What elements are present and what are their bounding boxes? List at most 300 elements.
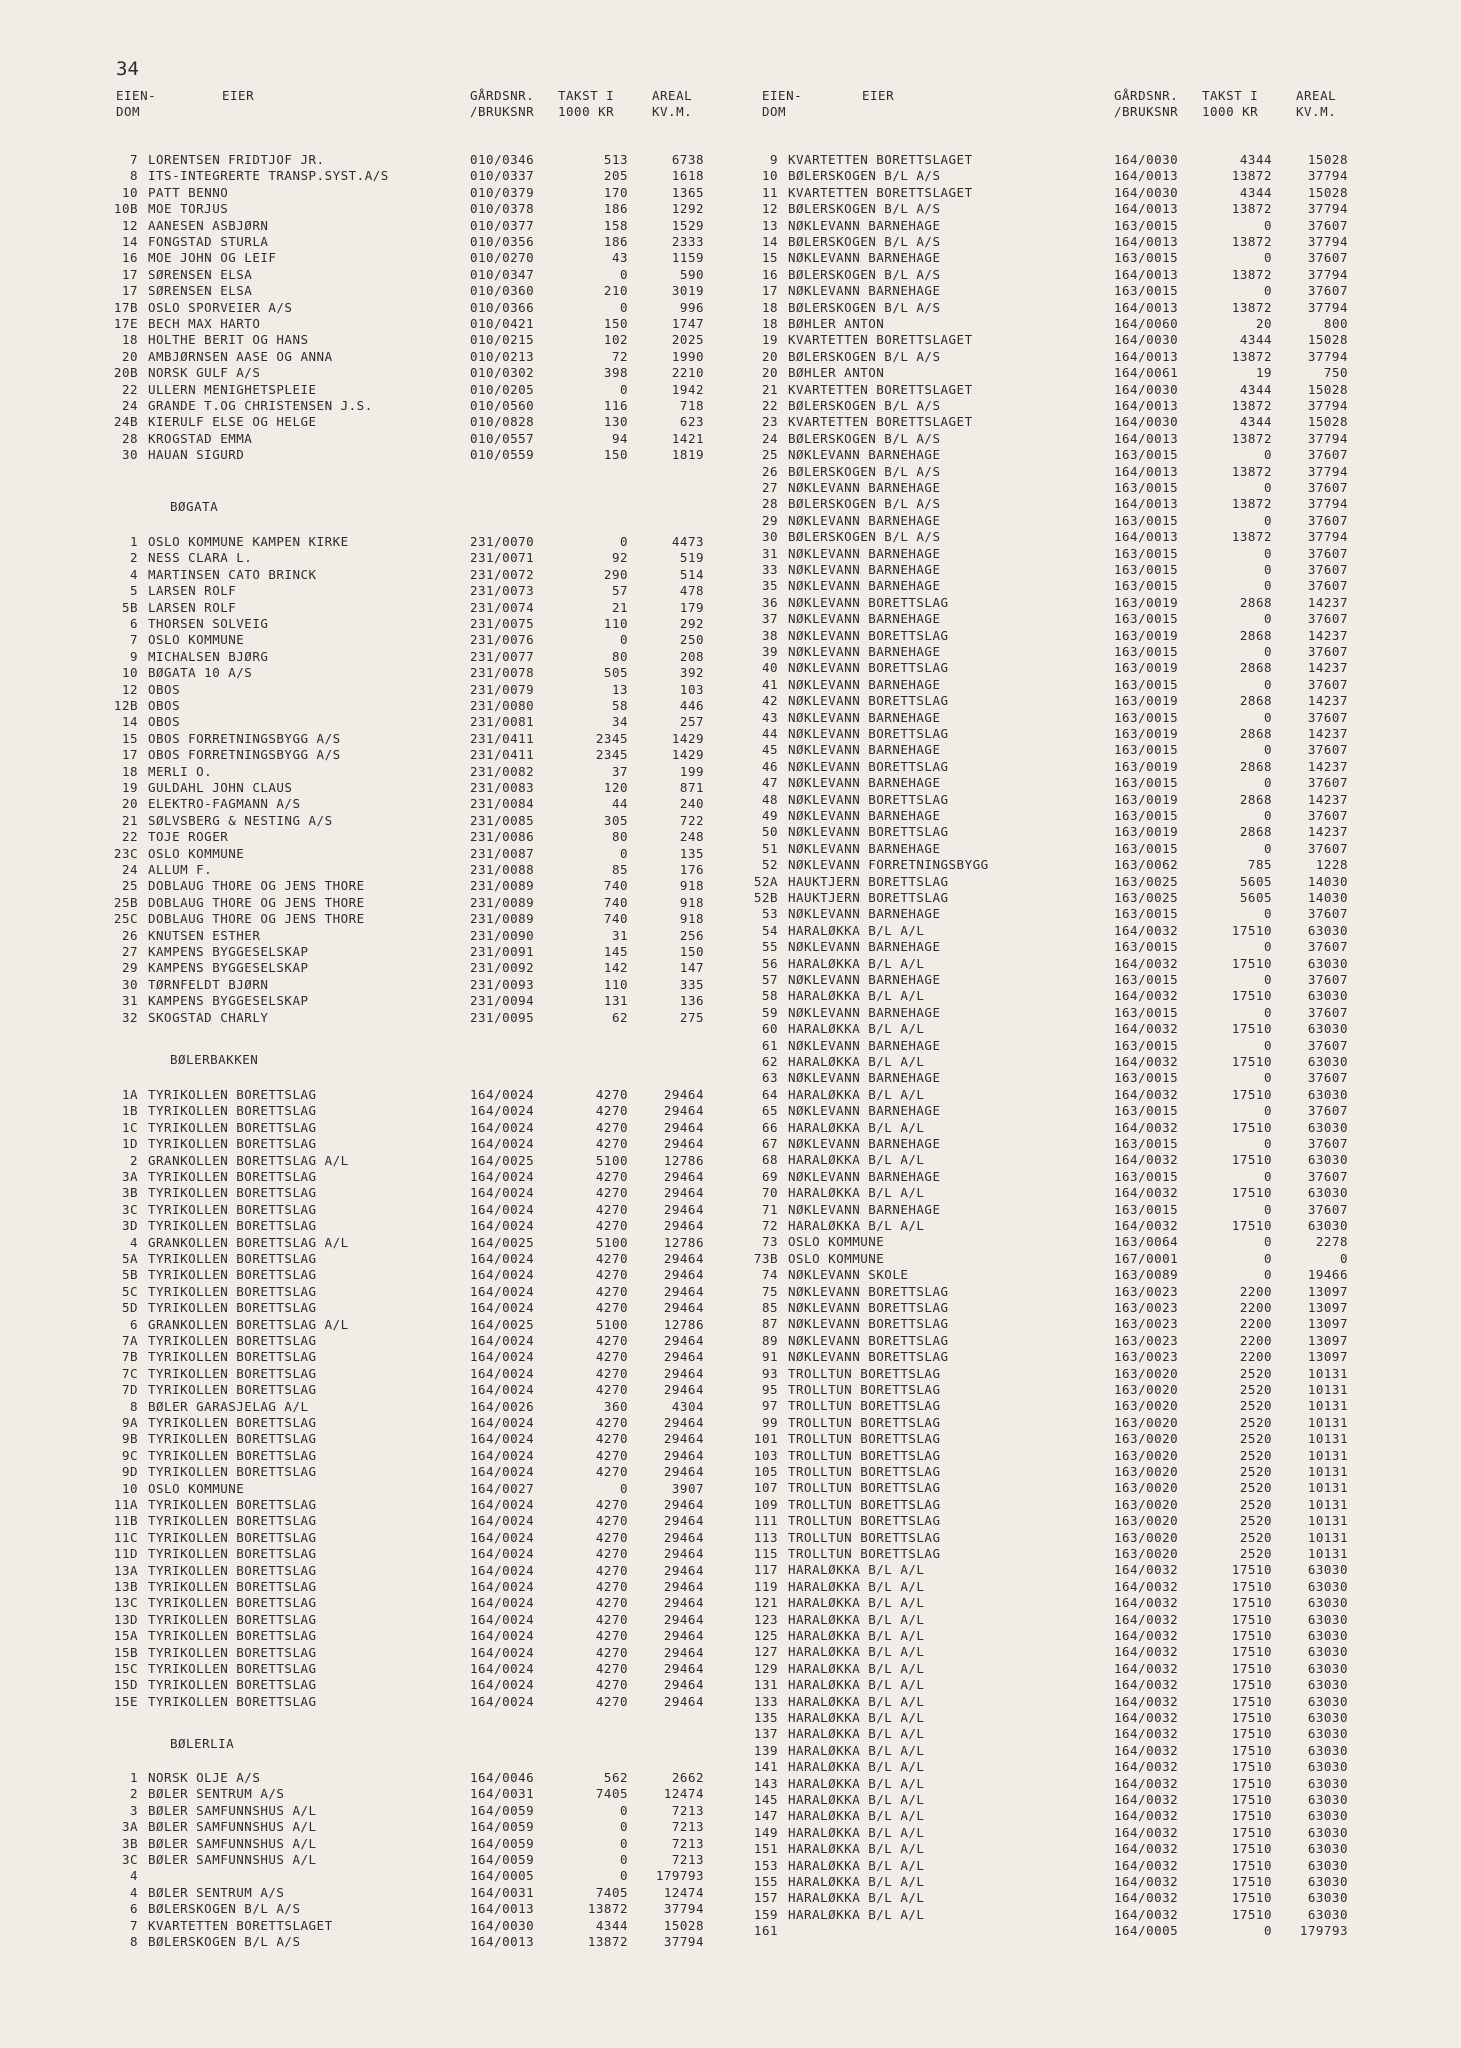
property-number: 22 xyxy=(761,398,778,413)
gardsnr-bruksnr: 164/0030 xyxy=(1114,381,1179,397)
header-eiendom: EIEN- DOM xyxy=(116,88,157,119)
property-number: 31 xyxy=(761,545,778,561)
areal-value: 29464 xyxy=(663,1464,704,1480)
owner-name: NØKLEVANN BORETTSLAG xyxy=(788,1316,949,1332)
takst-value: 72 xyxy=(611,348,628,364)
areal-value: 1228 xyxy=(1315,857,1348,873)
property-number: 4 xyxy=(129,1234,138,1250)
areal-value: 37607 xyxy=(1307,545,1348,561)
table-row xyxy=(92,1366,732,1382)
owner-name: NØKLEVANN BARNEHAGE xyxy=(788,1201,941,1217)
owner-name: HARALØKKA B/L A/L xyxy=(788,1841,925,1857)
areal-value: 37607 xyxy=(1307,611,1348,627)
takst-value: 4270 xyxy=(595,1497,628,1512)
gardsnr-bruksnr: 231/0078 xyxy=(470,665,535,681)
owner-name: TROLLTUN BORETTSLAG xyxy=(788,1431,941,1447)
owner-name: BØLER SAMFUNNSHUS A/L xyxy=(148,1852,317,1867)
areal-value: 29464 xyxy=(663,1562,704,1578)
gardsnr-bruksnr: 164/0030 xyxy=(470,1917,535,1933)
owner-name: SKOGSTAD CHARLY xyxy=(148,1009,269,1025)
gardsnr-bruksnr: 010/0346 xyxy=(470,152,535,167)
owner-name: TYRIKOLLEN BORETTSLAG xyxy=(148,1579,317,1594)
property-number: 26 xyxy=(761,463,778,479)
property-number: 7D xyxy=(121,1382,138,1398)
table-row xyxy=(92,698,732,714)
property-number: 71 xyxy=(761,1201,778,1217)
gardsnr-bruksnr: 231/0087 xyxy=(470,845,535,861)
takst-value: 17510 xyxy=(1231,1726,1272,1742)
property-number: 1D xyxy=(121,1136,138,1152)
table-row xyxy=(732,1185,1372,1201)
areal-value: 10131 xyxy=(1307,1546,1348,1561)
takst-value: 0 xyxy=(1263,447,1272,463)
gardsnr-bruksnr: 164/0032 xyxy=(1114,1710,1179,1725)
property-number: 3D xyxy=(121,1218,138,1234)
gardsnr-bruksnr: 164/0013 xyxy=(1114,496,1179,512)
gardsnr-bruksnr: 163/0062 xyxy=(1114,857,1179,873)
owner-name: TYRIKOLLEN BORETTSLAG xyxy=(148,1119,317,1135)
areal-value: 519 xyxy=(679,550,704,566)
areal-value: 514 xyxy=(679,566,704,582)
areal-value: 623 xyxy=(679,414,704,430)
areal-value: 13097 xyxy=(1307,1300,1348,1315)
areal-value: 37607 xyxy=(1307,562,1348,577)
areal-value: 718 xyxy=(679,398,704,413)
property-number: 121 xyxy=(753,1595,778,1611)
areal-value: 37607 xyxy=(1307,283,1348,299)
owner-name: OBOS xyxy=(148,698,181,713)
gardsnr-bruksnr: 163/0019 xyxy=(1114,726,1179,741)
gardsnr-bruksnr: 164/0032 xyxy=(1114,1890,1179,1906)
table-row xyxy=(732,332,1372,348)
owner-name: BØLERSKOGEN B/L A/S xyxy=(788,299,941,315)
gardsnr-bruksnr: 164/0005 xyxy=(1114,1923,1179,1939)
property-number: 145 xyxy=(753,1792,778,1807)
property-number: 3C xyxy=(121,1852,138,1867)
gardsnr-bruksnr: 164/0024 xyxy=(470,1644,535,1660)
owner-name: BØLERSKOGEN B/L A/S xyxy=(148,1901,301,1917)
property-number: 5B xyxy=(121,599,138,615)
gardsnr-bruksnr: 163/0019 xyxy=(1114,627,1179,643)
owner-name: BØLERSKOGEN B/L A/S xyxy=(788,168,941,184)
areal-value: 37607 xyxy=(1307,709,1348,725)
gardsnr-bruksnr: 164/0032 xyxy=(1114,1677,1179,1693)
areal-value: 37607 xyxy=(1307,808,1348,823)
areal-value: 10131 xyxy=(1307,1496,1348,1512)
property-number: 4 xyxy=(129,1884,138,1900)
areal-value: 14237 xyxy=(1307,791,1348,807)
table-row xyxy=(92,960,732,976)
property-number: 101 xyxy=(753,1431,778,1447)
owner-name: TYRIKOLLEN BORETTSLAG xyxy=(148,1431,317,1447)
property-number: 20 xyxy=(121,796,138,812)
areal-value: 29464 xyxy=(663,1579,704,1594)
gardsnr-bruksnr: 231/0082 xyxy=(470,763,535,779)
takst-value: 2520 xyxy=(1239,1447,1272,1463)
areal-value: 29464 xyxy=(663,1611,704,1627)
table-row xyxy=(92,1530,732,1546)
owner-name: DOBLAUG THORE OG JENS THORE xyxy=(148,878,365,894)
areal-value: 590 xyxy=(679,266,704,282)
areal-value: 199 xyxy=(679,763,704,779)
table-row xyxy=(92,550,732,566)
takst-value: 4270 xyxy=(595,1464,628,1480)
owner-name: OSLO SPORVEIER A/S xyxy=(148,299,293,315)
areal-value: 37607 xyxy=(1307,1070,1348,1086)
table-row xyxy=(732,1136,1372,1152)
property-number: 19 xyxy=(761,332,778,348)
table-row xyxy=(732,644,1372,660)
areal-value: 29464 xyxy=(663,1628,704,1644)
gardsnr-bruksnr: 163/0020 xyxy=(1114,1480,1179,1496)
table-row xyxy=(732,1513,1372,1529)
gardsnr-bruksnr: 164/0024 xyxy=(470,1251,535,1266)
areal-value: 29464 xyxy=(663,1644,704,1660)
takst-value: 13872 xyxy=(1231,201,1272,217)
takst-value: 4270 xyxy=(595,1513,628,1529)
table-row xyxy=(92,649,732,665)
areal-value: 29464 xyxy=(663,1349,704,1365)
owner-name: NORSK OLJE A/S xyxy=(148,1770,261,1785)
owner-name: NØKLEVANN BARNEHAGE xyxy=(788,939,941,955)
property-number: 24B xyxy=(113,414,138,430)
takst-value: 4344 xyxy=(1239,184,1272,200)
takst-value: 210 xyxy=(603,283,628,299)
takst-value: 4270 xyxy=(595,1579,628,1594)
takst-value: 17510 xyxy=(1231,1644,1272,1660)
table-row xyxy=(92,583,732,599)
takst-value: 0 xyxy=(1263,709,1272,725)
owner-name: TYRIKOLLEN BORETTSLAG xyxy=(148,1185,317,1201)
gardsnr-bruksnr: 164/0024 xyxy=(470,1628,535,1644)
property-number: 70 xyxy=(761,1185,778,1201)
owner-name: KNUTSEN ESTHER xyxy=(148,927,261,943)
areal-value: 37607 xyxy=(1307,1136,1348,1151)
areal-value: 37794 xyxy=(663,1934,704,1949)
table-row xyxy=(732,1152,1372,1168)
header-eier: EIER xyxy=(862,88,895,103)
gardsnr-bruksnr: 231/0090 xyxy=(470,927,535,943)
owner-name: DOBLAUG THORE OG JENS THORE xyxy=(148,894,365,910)
areal-value: 7213 xyxy=(671,1852,704,1867)
takst-value: 4344 xyxy=(1239,332,1272,348)
owner-name: GULDAHL JOHN CLAUS xyxy=(148,780,293,795)
areal-value: 12474 xyxy=(663,1884,704,1900)
takst-value: 0 xyxy=(1263,1201,1272,1217)
owner-name: KVARTETTEN BORETTSLAGET xyxy=(788,152,973,167)
areal-value: 63030 xyxy=(1307,1906,1348,1922)
table-row xyxy=(92,796,732,812)
owner-name: BØLERSKOGEN B/L A/S xyxy=(148,1934,301,1949)
takst-value: 17510 xyxy=(1231,1792,1272,1807)
property-number: 139 xyxy=(753,1742,778,1758)
header-eier: EIER xyxy=(222,88,255,103)
takst-value: 2868 xyxy=(1239,693,1272,709)
areal-value: 37607 xyxy=(1307,1168,1348,1184)
table-row xyxy=(92,911,732,927)
table-row xyxy=(92,365,732,381)
property-number: 129 xyxy=(753,1660,778,1676)
takst-value: 0 xyxy=(1263,644,1272,659)
areal-value: 10131 xyxy=(1307,1382,1348,1397)
owner-name: NØKLEVANN BARNEHAGE xyxy=(788,512,941,528)
gardsnr-bruksnr: 164/0013 xyxy=(1114,299,1179,315)
gardsnr-bruksnr: 231/0086 xyxy=(470,829,535,845)
areal-value: 1421 xyxy=(671,430,704,446)
owner-name: MOE JOHN OG LEIF xyxy=(148,250,277,266)
property-number: 85 xyxy=(761,1300,778,1315)
gardsnr-bruksnr: 164/0032 xyxy=(1114,1119,1179,1135)
takst-value: 92 xyxy=(611,550,628,566)
takst-value: 4270 xyxy=(595,1103,628,1119)
owner-name: BØLERSKOGEN B/L A/S xyxy=(788,348,941,364)
takst-value: 0 xyxy=(619,1835,628,1851)
property-number: 12 xyxy=(121,681,138,697)
property-number: 1C xyxy=(121,1119,138,1135)
property-number: 143 xyxy=(753,1775,778,1791)
property-number: 66 xyxy=(761,1119,778,1135)
table-row xyxy=(732,792,1372,808)
takst-value: 2868 xyxy=(1239,791,1272,807)
gardsnr-bruksnr: 164/0032 xyxy=(1114,1759,1179,1775)
table-row xyxy=(732,939,1372,955)
property-number: 9 xyxy=(129,648,138,664)
table-row xyxy=(732,201,1372,217)
table-row xyxy=(92,267,732,283)
table-row xyxy=(732,152,1372,168)
takst-value: 17510 xyxy=(1231,1890,1272,1906)
areal-value: 13097 xyxy=(1307,1316,1348,1332)
areal-value: 6738 xyxy=(671,152,704,167)
areal-value: 37794 xyxy=(1307,201,1348,217)
takst-value: 94 xyxy=(611,430,628,446)
property-number: 117 xyxy=(753,1562,778,1578)
takst-value: 2520 xyxy=(1239,1382,1272,1397)
gardsnr-bruksnr: 164/0032 xyxy=(1114,1611,1179,1627)
takst-value: 740 xyxy=(603,878,628,894)
table-row xyxy=(732,480,1372,496)
header-gardsnr: GÅRDSNR. /BRUKSNR xyxy=(1114,88,1179,119)
owner-name: HARALØKKA B/L A/L xyxy=(788,1693,925,1709)
areal-value: 3907 xyxy=(671,1480,704,1496)
owner-name: BØLER SENTRUM A/S xyxy=(148,1884,285,1900)
property-number: 15E xyxy=(113,1693,138,1709)
gardsnr-bruksnr: 164/0024 xyxy=(470,1677,535,1693)
gardsnr-bruksnr: 163/0015 xyxy=(1114,709,1179,725)
takst-value: 17510 xyxy=(1231,1775,1272,1791)
areal-value: 10131 xyxy=(1307,1398,1348,1414)
gardsnr-bruksnr: 164/0024 xyxy=(470,1415,535,1430)
takst-value: 0 xyxy=(1263,808,1272,823)
owner-name: BØHLER ANTON xyxy=(788,316,885,331)
takst-value: 17510 xyxy=(1231,1595,1272,1611)
owner-name: HARALØKKA B/L A/L xyxy=(788,1726,925,1742)
owner-name: OSLO KOMMUNE xyxy=(148,845,245,861)
takst-value: 0 xyxy=(619,266,628,282)
property-number: 14 xyxy=(121,714,138,730)
owner-name: HARALØKKA B/L A/L xyxy=(788,988,925,1004)
property-number: 25 xyxy=(761,447,778,463)
gardsnr-bruksnr: 164/0026 xyxy=(470,1398,535,1414)
property-number: 17B xyxy=(113,299,138,315)
gardsnr-bruksnr: 164/0032 xyxy=(1114,1086,1179,1102)
takst-value: 0 xyxy=(1263,1103,1272,1119)
takst-value: 2345 xyxy=(595,747,628,763)
gardsnr-bruksnr: 163/0015 xyxy=(1114,578,1179,594)
table-row xyxy=(92,1169,732,1185)
owner-name: TROLLTUN BORETTSLAG xyxy=(788,1496,941,1512)
takst-value: 0 xyxy=(1263,578,1272,594)
takst-value: 2520 xyxy=(1239,1431,1272,1447)
takst-value: 4270 xyxy=(595,1661,628,1676)
property-number: 2 xyxy=(129,1152,138,1168)
owner-name: TYRIKOLLEN BORETTSLAG xyxy=(148,1693,317,1709)
takst-value: 2345 xyxy=(595,730,628,746)
takst-value: 13872 xyxy=(1231,496,1272,512)
table-row xyxy=(92,1202,732,1218)
areal-value: 996 xyxy=(679,299,704,315)
owner-name: NØKLEVANN BARNEHAGE xyxy=(788,217,941,233)
owner-name: TYRIKOLLEN BORETTSLAG xyxy=(148,1218,317,1234)
property-number: 50 xyxy=(761,824,778,840)
table-row xyxy=(92,1300,732,1316)
property-number: 3C xyxy=(121,1201,138,1217)
property-number: 1 xyxy=(129,534,138,549)
table-row xyxy=(92,1770,732,1786)
gardsnr-bruksnr: 164/0059 xyxy=(470,1819,535,1835)
takst-value: 80 xyxy=(611,829,628,845)
property-number: 6 xyxy=(129,1316,138,1332)
table-row xyxy=(732,906,1372,922)
gardsnr-bruksnr: 164/0032 xyxy=(1114,1824,1179,1840)
property-number: 25 xyxy=(121,878,138,894)
property-number: 13B xyxy=(113,1579,138,1594)
takst-value: 2520 xyxy=(1239,1414,1272,1430)
table-row xyxy=(732,1661,1372,1677)
property-number: 151 xyxy=(753,1841,778,1857)
takst-value: 13872 xyxy=(1231,463,1272,479)
gardsnr-bruksnr: 164/0024 xyxy=(470,1464,535,1480)
areal-value: 37607 xyxy=(1307,1004,1348,1020)
table-row xyxy=(732,1448,1372,1464)
takst-value: 4270 xyxy=(595,1201,628,1217)
areal-value: 722 xyxy=(679,812,704,828)
gardsnr-bruksnr: 010/0337 xyxy=(470,168,535,184)
takst-value: 0 xyxy=(1263,972,1272,987)
owner-name: GRANDE T.OG CHRISTENSEN J.S. xyxy=(148,398,373,413)
owner-name: BØLERSKOGEN B/L A/S xyxy=(788,463,941,479)
areal-value: 147 xyxy=(679,960,704,976)
table-row xyxy=(732,578,1372,594)
takst-value: 17510 xyxy=(1231,1677,1272,1693)
table-row xyxy=(92,447,732,463)
table-row xyxy=(92,764,732,780)
table-row xyxy=(92,1267,732,1283)
gardsnr-bruksnr: 231/0075 xyxy=(470,616,535,631)
gardsnr-bruksnr: 164/0024 xyxy=(470,1185,535,1201)
owner-name: NØKLEVANN BORETTSLAG xyxy=(788,758,949,774)
owner-name: BØLERSKOGEN B/L A/S xyxy=(788,234,941,249)
areal-value: 63030 xyxy=(1307,955,1348,971)
table-row xyxy=(92,300,732,316)
property-number: 53 xyxy=(761,906,778,922)
owner-name: NØKLEVANN FORRETNINGSBYGG xyxy=(788,857,989,873)
owner-name: TYRIKOLLEN BORETTSLAG xyxy=(148,1546,317,1562)
table-row xyxy=(92,218,732,234)
takst-value: 17510 xyxy=(1231,1874,1272,1889)
takst-value: 4270 xyxy=(595,1415,628,1430)
property-number: 135 xyxy=(753,1710,778,1725)
table-row xyxy=(732,267,1372,283)
property-number: 1A xyxy=(121,1087,138,1102)
takst-value: 17510 xyxy=(1231,922,1272,938)
takst-value: 20 xyxy=(1255,316,1272,331)
areal-value: 63030 xyxy=(1307,1119,1348,1135)
owner-name: NØKLEVANN BORETTSLAG xyxy=(788,1283,949,1299)
property-number: 15 xyxy=(121,730,138,746)
takst-value: 5100 xyxy=(595,1152,628,1168)
property-number: 4 xyxy=(129,1868,138,1884)
property-number: 35 xyxy=(761,578,778,594)
owner-name: HARALØKKA B/L A/L xyxy=(788,1660,925,1676)
takst-value: 17510 xyxy=(1231,1628,1272,1643)
property-number: 42 xyxy=(761,693,778,709)
gardsnr-bruksnr: 164/0032 xyxy=(1114,1906,1179,1922)
property-number: 18 xyxy=(121,763,138,779)
owner-name: HARALØKKA B/L A/L xyxy=(788,955,925,971)
table-row xyxy=(732,1202,1372,1218)
takst-value: 13872 xyxy=(1231,234,1272,249)
property-number: 10 xyxy=(121,665,138,681)
areal-value: 10131 xyxy=(1307,1414,1348,1430)
property-number: 123 xyxy=(753,1611,778,1627)
takst-value: 13872 xyxy=(587,1901,628,1917)
takst-value: 17510 xyxy=(1231,1578,1272,1594)
table-row xyxy=(732,1776,1372,1792)
property-number: 8 xyxy=(129,1398,138,1414)
table-row xyxy=(92,1579,732,1595)
table-row xyxy=(732,1349,1372,1365)
property-number: 24 xyxy=(761,430,778,446)
owner-name: GRANKOLLEN BORETTSLAG A/L xyxy=(148,1152,349,1168)
takst-value: 0 xyxy=(1263,217,1272,233)
areal-value: 800 xyxy=(1323,316,1348,331)
areal-value: 37607 xyxy=(1307,1103,1348,1119)
header-areal: AREAL KV.M. xyxy=(1296,88,1337,119)
property-number: 10 xyxy=(121,1480,138,1496)
property-number: 55 xyxy=(761,939,778,955)
gardsnr-bruksnr: 164/0024 xyxy=(470,1382,535,1398)
table-row xyxy=(92,185,732,201)
takst-value: 13872 xyxy=(587,1934,628,1949)
table-row xyxy=(92,1628,732,1644)
owner-name: TOJE ROGER xyxy=(148,829,229,845)
takst-value: 17510 xyxy=(1231,1808,1272,1824)
table-row xyxy=(92,201,732,217)
gardsnr-bruksnr: 164/0032 xyxy=(1114,922,1179,938)
areal-value: 29464 xyxy=(663,1415,704,1430)
header-eiendom: EIEN- DOM xyxy=(762,88,803,119)
owner-name: MERLI O. xyxy=(148,763,213,779)
gardsnr-bruksnr: 163/0015 xyxy=(1114,1136,1179,1151)
owner-name: HARALØKKA B/L A/L xyxy=(788,1628,925,1643)
areal-value: 13097 xyxy=(1307,1283,1348,1299)
property-number: 21 xyxy=(761,381,778,397)
table-row xyxy=(732,1858,1372,1874)
owner-name: MARTINSEN CATO BRINCK xyxy=(148,566,317,582)
gardsnr-bruksnr: 231/0084 xyxy=(470,796,535,812)
gardsnr-bruksnr: 163/0023 xyxy=(1114,1349,1179,1365)
